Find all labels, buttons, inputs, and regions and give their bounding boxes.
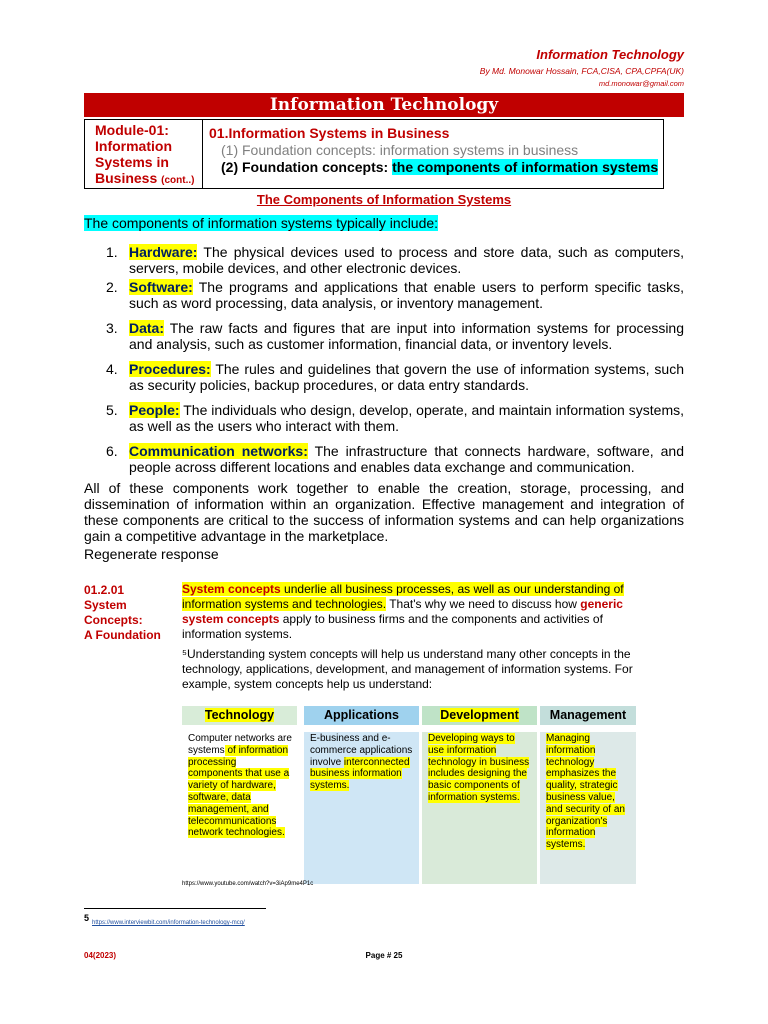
- category-title: [182, 706, 297, 725]
- list-item: [106, 402, 684, 434]
- header-author: By Md. Monowar Hossain, FCA,CISA, CPA,CPFA(UK): [479, 66, 684, 76]
- category-body: [540, 732, 636, 884]
- footnote-mark: 5: [84, 913, 90, 923]
- module-cont: (cont..): [161, 175, 195, 186]
- list-number: 2.: [106, 279, 118, 295]
- system-concepts-paragraph-1: [182, 582, 648, 642]
- category-text-b: of information processing components that use a variety of hardware, software, data management, and telecommunications network technologies.: [188, 744, 290, 839]
- category-text-a: Computer networks are systems: [188, 733, 292, 756]
- list-number: 1.: [106, 244, 118, 260]
- summary-paragraph: All of these components work together to enable the creation, storage, processing, and dissemination of information within an organization. Effective management and integration of these components are critical to the success of information systems and can help organizations gain a competitive advantage in the marketplace.: [84, 480, 684, 544]
- list-item: [106, 443, 684, 475]
- system-concepts-text: That's why we need to discuss how: [386, 597, 581, 611]
- title-banner: Information Technology: [84, 93, 684, 117]
- category-applications: [304, 706, 419, 884]
- category-text-b: interconnected business information systems.: [310, 756, 410, 792]
- category-title: [422, 706, 537, 725]
- category-text: Managing information technology emphasizes the quality, strategic business value, and security of an organization's information systems.: [546, 733, 625, 851]
- category-text: Developing ways to use information technology in business includes designing the basic components of information systems.: [428, 733, 530, 803]
- list-term: Procedures:: [129, 361, 211, 377]
- list-term: People:: [129, 402, 180, 418]
- category-management: [540, 706, 636, 884]
- module-box: [84, 119, 664, 189]
- generic-system-concepts-term: generic system concepts: [182, 597, 623, 626]
- list-item: [106, 361, 684, 393]
- system-concepts-highlight: underlie all business processes, as well as our understanding of information systems and technologies.: [182, 582, 624, 611]
- intro-highlight: The components of information systems typically include:: [84, 215, 439, 231]
- list-text: The rules and guidelines that govern the use of information systems, such as security policies, backup procedures, or data entry standards.: [129, 361, 684, 393]
- list-text: The programs and applications that enable users to perform specific tasks, such as word processing, data analysis, or inventory management.: [129, 279, 684, 311]
- module-label-cell: [85, 120, 203, 188]
- footnote-link[interactable]: https://www.interviewbit.com/information-technology-mcq/: [92, 920, 245, 926]
- list-text: The raw facts and figures that are input into information systems for processing and analysis, such as customer information, financial data, or inventory levels.: [129, 320, 684, 352]
- category-title-text: Development: [440, 708, 519, 722]
- list-text: The individuals who design, develop, operate, and maintain information systems, as well as the users who interact with them.: [129, 402, 684, 434]
- list-number: 4.: [106, 361, 118, 377]
- footer-edition: 04(2023): [84, 951, 117, 960]
- list-number: 6.: [106, 443, 118, 459]
- footnote: [84, 913, 245, 926]
- module-heading: 01.Information Systems in Business: [209, 125, 450, 141]
- module-topics-cell: [203, 120, 663, 188]
- components-list: [106, 244, 684, 475]
- list-term: Data:: [129, 320, 165, 336]
- system-concepts-label: [84, 583, 161, 643]
- header-title: Information Technology: [536, 47, 684, 62]
- footer-page-number: Page # 25: [365, 951, 403, 960]
- section-label-line: A Foundation: [84, 628, 161, 642]
- list-item: [106, 320, 684, 352]
- list-item: [106, 244, 684, 276]
- section-label-line: Concepts:: [84, 613, 143, 627]
- list-number: 5.: [106, 402, 118, 418]
- module-topic-2-highlight: the components of information systems: [392, 159, 659, 175]
- list-item: [106, 279, 684, 311]
- category-title: Management: [540, 706, 636, 725]
- module-topic-1: (1) Foundation concepts: information systems in business: [221, 142, 579, 158]
- category-technology: [182, 706, 297, 884]
- system-concepts-text-end: apply to business firms and the components and activities of information systems.: [182, 612, 603, 641]
- category-body: [182, 732, 297, 884]
- category-body: [422, 732, 537, 884]
- footnote-divider: [84, 908, 266, 909]
- module-topic-2-prefix: (2) Foundation concepts:: [221, 159, 393, 175]
- category-development: [422, 706, 537, 884]
- regenerate-response-text: Regenerate response: [84, 546, 219, 562]
- header-email: md.monowar@gmail.com: [598, 79, 684, 88]
- list-text: The infrastructure that connects hardware, software, and people across different locations and enables data exchange and communication.: [129, 443, 685, 475]
- category-title: Applications: [304, 706, 419, 725]
- module-topic-2: [209, 159, 663, 176]
- category-title-text: Technology: [204, 708, 275, 722]
- list-number: 3.: [106, 320, 118, 336]
- section-label-line: System: [84, 598, 127, 612]
- list-text: The physical devices used to process and store data, such as computers, servers, mobile devices, and other electronic devices.: [129, 244, 684, 276]
- system-concepts-term: System concepts: [182, 582, 281, 596]
- module-label: Module-01: Information Systems in Business: [95, 122, 172, 186]
- intro-text: [84, 214, 438, 232]
- list-term: Communication networks:: [129, 443, 308, 459]
- category-text-a: E-business and e-commerce applications involve: [310, 733, 413, 768]
- section-title: The Components of Information Systems: [256, 192, 512, 207]
- list-term: Hardware:: [129, 244, 198, 260]
- list-term: Software:: [129, 279, 193, 295]
- section-number: 01.2.01: [84, 583, 125, 597]
- video-url[interactable]: https://www.youtube.com/watch?v=3iAp9me4P1c: [182, 881, 314, 887]
- system-concepts-paragraph-2: ⁵Understanding system concepts will help us understand many other concepts in the technology, applications, development, and management of information systems. For example, system concepts help us understand:: [182, 647, 633, 691]
- category-body: [304, 732, 419, 884]
